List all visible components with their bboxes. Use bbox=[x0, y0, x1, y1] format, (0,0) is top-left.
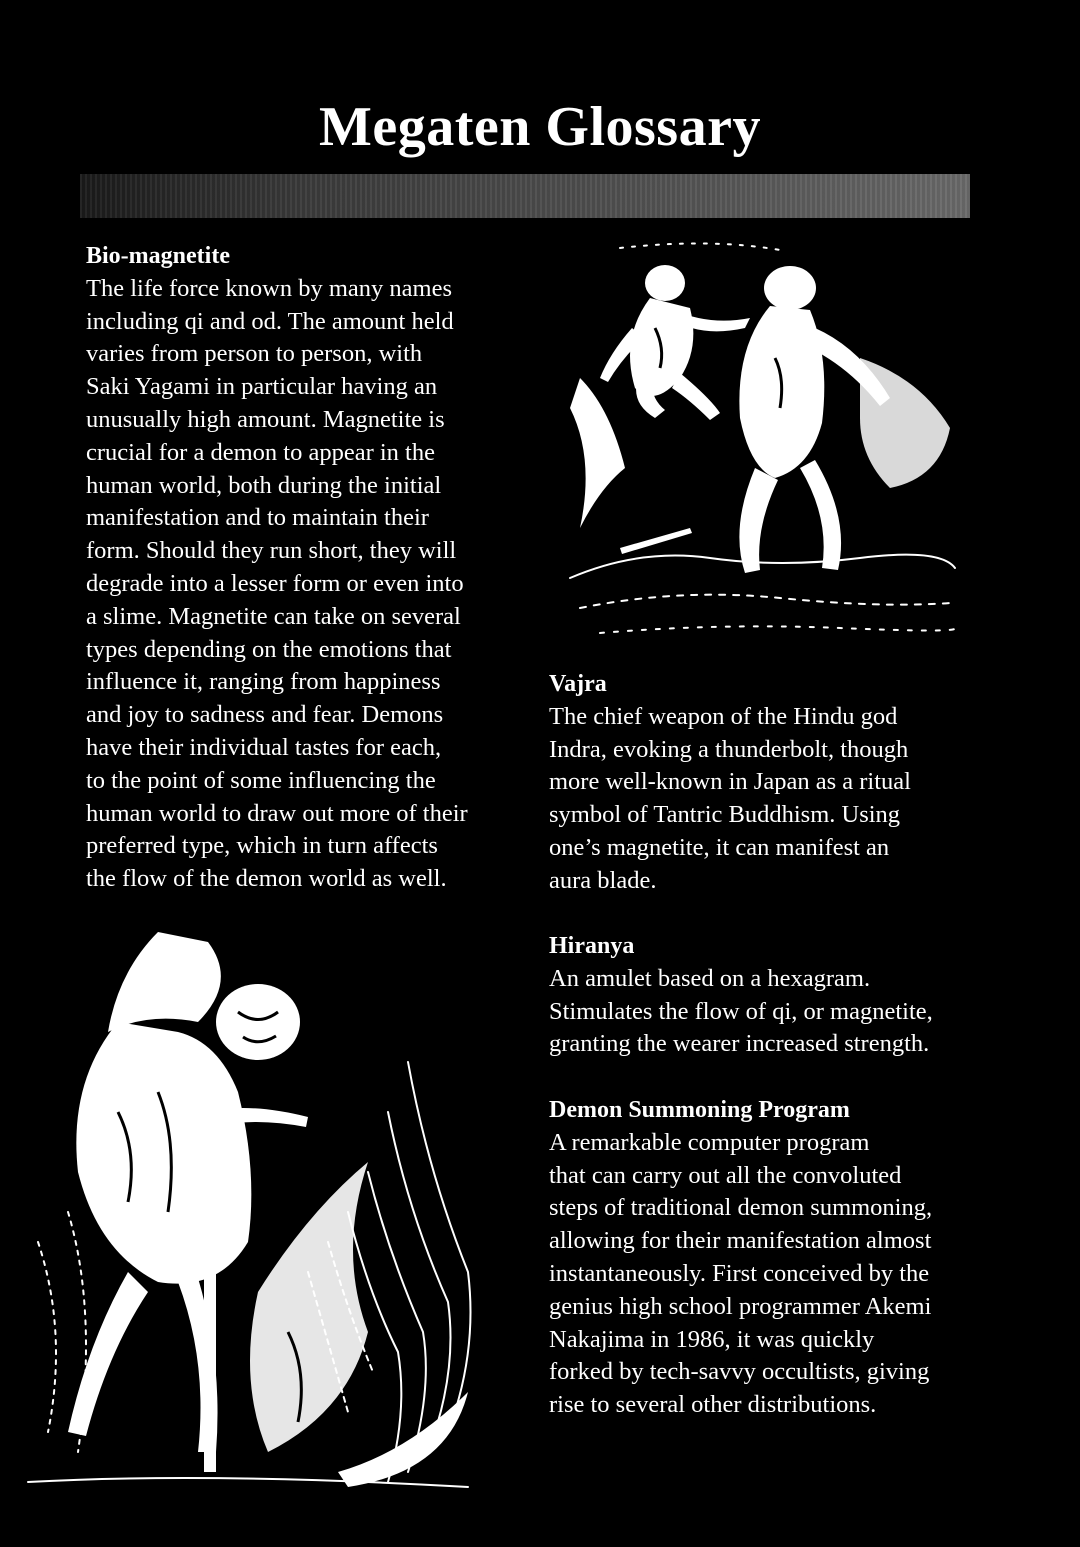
entry-line: Indra, evoking a thunderbolt, though bbox=[549, 735, 909, 763]
glossary-term: Bio-magnetite bbox=[86, 243, 230, 269]
entry-line: Stimulates the flow of qi, or magnetite, bbox=[549, 997, 933, 1025]
entry-line: the flow of the demon world as well. bbox=[86, 865, 447, 893]
glossary-entry-vajra bbox=[549, 668, 989, 898]
entry-line: The life force known by many names bbox=[86, 274, 453, 302]
entry-line: Nakajima in 1986, it was quickly bbox=[549, 1325, 875, 1353]
glossary-entry-demon-summoning-program bbox=[549, 1094, 989, 1422]
entry-line: human world, both during the initial bbox=[86, 471, 442, 499]
entry-line: An amulet based on a hexagram. bbox=[549, 964, 871, 992]
entry-line: varies from person to person, with bbox=[86, 340, 423, 368]
entry-line: form. Should they run short, they will bbox=[86, 537, 457, 565]
entry-line: that can carry out all the convoluted bbox=[549, 1161, 902, 1189]
entry-line: degrade into a lesser form or even into bbox=[86, 569, 464, 597]
glossary-term: Vajra bbox=[549, 671, 607, 697]
entry-line: The chief weapon of the Hindu god bbox=[549, 702, 898, 730]
entry-line: allowing for their manifestation almost bbox=[549, 1227, 932, 1255]
glossary-term: Hiranya bbox=[549, 933, 635, 959]
entry-line: including qi and od. The amount held bbox=[86, 307, 454, 335]
entry-line: to the point of some influencing the bbox=[86, 766, 436, 794]
page-title: Megaten Glossary bbox=[319, 96, 761, 158]
illustration-demon-woodcut bbox=[8, 912, 488, 1512]
entry-line: granting the wearer increased strength. bbox=[549, 1030, 930, 1058]
entry-line: instantaneously. First conceived by the bbox=[549, 1259, 930, 1287]
entry-line: genius high school programmer Akemi bbox=[549, 1292, 932, 1320]
glossary-term: Demon Summoning Program bbox=[549, 1097, 850, 1123]
entry-line: crucial for a demon to appear in the bbox=[86, 438, 435, 466]
entry-line: have their individual tastes for each, bbox=[86, 733, 442, 761]
entry-line: A remarkable computer program bbox=[549, 1128, 870, 1156]
entry-line: a slime. Magnetite can take on several bbox=[86, 602, 461, 630]
title-band bbox=[80, 174, 970, 218]
entry-line: forked by tech-savvy occultists, giving bbox=[549, 1358, 930, 1386]
entry-line: manifestation and to maintain their bbox=[86, 504, 429, 532]
entry-line: aura blade. bbox=[549, 866, 657, 894]
glossary-entry-hiranya bbox=[549, 930, 989, 1061]
entry-line: more well-known in Japan as a ritual bbox=[549, 768, 911, 796]
entry-line: human world to draw out more of their bbox=[86, 799, 468, 827]
entry-line: preferred type, which in turn affects bbox=[86, 832, 438, 860]
entry-line: steps of traditional demon summoning, bbox=[549, 1194, 933, 1222]
entry-line: unusually high amount. Magnetite is bbox=[86, 405, 445, 433]
entry-line: symbol of Tantric Buddhism. Using bbox=[549, 801, 901, 829]
illustration-deities-woodcut bbox=[560, 228, 960, 658]
glossary-entry-bio-magnetite bbox=[86, 240, 526, 896]
entry-line: one’s magnetite, it can manifest an bbox=[549, 833, 890, 861]
entry-line: influence it, ranging from happiness bbox=[86, 668, 441, 696]
entry-line: and joy to sadness and fear. Demons bbox=[86, 701, 444, 729]
entry-line: types depending on the emotions that bbox=[86, 635, 452, 663]
entry-line: rise to several other distributions. bbox=[549, 1391, 877, 1419]
entry-line: Saki Yagami in particular having an bbox=[86, 373, 438, 401]
